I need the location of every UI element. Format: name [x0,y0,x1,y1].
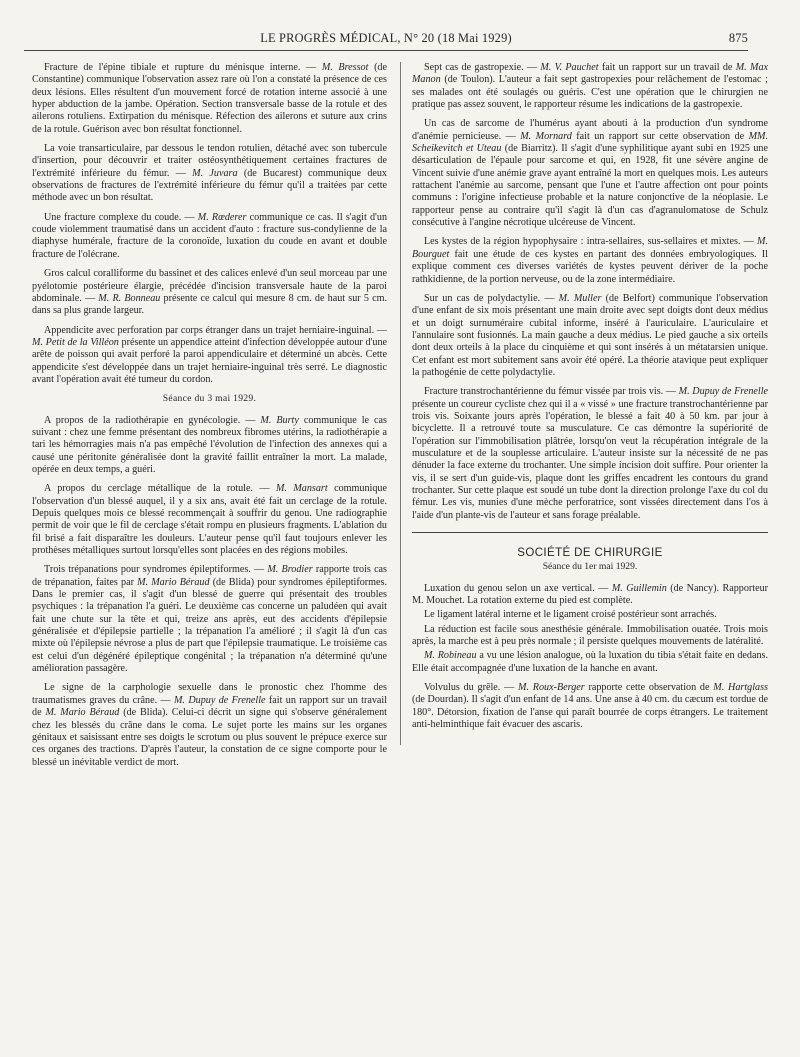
article-paragraph: Trois trépanations pour syndromes épileptiformes. — M. Brodier rapporte trois cas de trépanation, faites par M. Mario Béraud (de Blida) pour syndromes épileptiformes. Dans le premier cas, il s'agit d'un blessé de guerre qui présentait des troubles psychiques : la trépanation l'a guéri. Le deuxième cas concerne un paludéen qui avait fait une chute sur la tête et qui, treize ans après, eut des accidents d'épilepsie généralisée et d'épilepsie partielle ; la trépanation l'a amélioré ; il s'agit là d'un cas mixte où l'épilepsie névrose a plus de part que l'épilepsie traumatique. Le troisième cas est celui d'un dégénéré épileptique congénital ; la trépanation n'a déterminé qu'une amélioration passagère. [32,564,387,675]
article-paragraph: Luxation du genou selon un axe vertical. — M. Guillemin (de Nancy). Rapporteur M. Mouchet. La rotation externe du pied est complète. [412,582,768,607]
article-paragraph: Gros calcul coralliforme du bassinet et des calices enlevé d'un seul morceau par une pyélotomie postérieure élargie, précédée d'incision transversale haute de la paroi abdominale. — M. R. Bonneau présente ce calcul qui mesure 8 cm. de haut sur 5 cm. dans sa plus grande largeur. [32,268,387,317]
session-heading: Séance du 1er mai 1929. [542,561,638,573]
article-paragraph: M. Robineau a vu une lésion analogue, où la luxation du tibia s'était faite en dedans. Elle était accompagnée d'une luxation de la hanche en avant. [412,650,768,674]
article-paragraph: Les kystes de la région hypophysaire : intra-sellaires, sus-sellaires et mixtes. — M. Bourguet fait une étude de ces kystes en partant des données embryologiques. Il explique comment ces diverses variétés de kystes peuvent dériver de la poche rathkidienne, de la portion nerveuse, ou de la zone intermédiaire. [412,236,768,285]
article-paragraph: A propos du cerclage métallique de la rotule. — M. Mansart communique l'observation d'un blessé auquel, il y a six ans, avait été fait un cerclage de la rotule. Depuis quelques mois ce blessé recommençait à souffrir du genou. Une radiographie permit de voir que le fil de cerclage s'était rompu en plusieurs fragments. L'ablation du fil brisé a fait disparaître les douleurs. L'auteur pense qu'il faut toujours enlever les prothèses métalliques surtout lorsqu'elles sont placées en des régions mobiles. [32,483,387,557]
society-title: SOCIÉTÉ DE CHIRURGIE [517,547,663,560]
page-number: 875 [728,31,748,45]
article-paragraph: La réduction est facile sous anesthésie générale. Immobilisation ouatée. Trois mois après, la marche est à peu près normale ; il persiste quelques mouvements de latéralité. [412,623,768,648]
article-paragraph: A propos de la radiothérapie en gynécologie. — M. Burty communique le cas suivant : chez une femme présentant des nombreux fibromes utérins, la radiothérapie a tari les hémorragies mais n'a pas empêché l'évolution de l'infection des annexes qui a causé une péritonite généralisée dont la gravité faillit entraîner la mort. La malade, opérée en deux temps, a guéri. [32,414,387,475]
article-paragraph: Le ligament latéral interne et le ligament croisé postérieur sont arrachés. [424,609,717,621]
section-divider [412,532,768,533]
article-paragraph: Sept cas de gastropexie. — M. V. Pauchet fait un rapport sur un travail de M. Max Manon (de Toulon). L'auteur a fait sept gastropexies pour relâchement de l'estomac ; ses malades ont été soulagés ou guéris. C'est une opération que le chirurgien ne pratique pas assez souvent, le rapporteur résume les indications de la gastropexie. [412,62,768,111]
article-paragraph: Fracture transtrochantérienne du fémur vissée par trois vis. — M. Dupuy de Frenelle présente un coureur cycliste chez qui il a « vissé » une fracture transtrochantérienne par trois vis. Soixante jours après l'opération, le blessé a fait 40 à 50 km. par jour à bicyclette. Il a retrouvé toute sa musculature. Ce cas démontre la supériorité de l'opération sur l'immobilisation plâtrée, lorsqu'on veut la récupération intégrale de la musculature et de la souplesse articulaire. L'auteur insiste sur la nécessité de ne pas dénuder la face externe du trochanter. Une simple incision doit suffire. Pour orienter la vis, il se sert d'un guide-vis, plaque dont les griffes encadrent les contours du grand trochanter. Sur cette plaque est soudé un tube dont la direction prolonge l'axe du col du fémur. Les vis, munies d'une mèche perforatrice, sont vissées directement dans l'os à l'aide d'un plante-vis de l'auteur et sans forage préalable. [412,386,768,521]
article-paragraph: Sur un cas de polydactylie. — M. Muller (de Belfort) communique l'observation d'une enfant de six mois présentant une main droite avec sept doigts dont deux médius et un doigt surnuméraire cubital informe, inséré à l'auriculaire. L'auriculaire et l'annulaire sont fusionnés. La main gauche a deux médius. Le pied gauche a six orteils dont deux orteils à la place du cinquième et qui sont insérés à un métatarsien unique. Cet enfant est mort subitement sans avoir été opéré. La théorie atavique peut expliquer la pathogénie de cette polydactylie. [412,292,768,378]
article-paragraph: Un cas de sarcome de l'humérus ayant abouti à la production d'un syndrome d'anémie pernicieuse. — M. Mornard fait un rapport sur cette observation de MM. Scheikevitch et Uteau (de Biarritz). Il s'agit d'une syphilitique ayant subi en 1925 une désarticulation de l'épaule pour sarcome et qui, en 1928, fit une sévère angine de Vincent suivie d'une anémie grave ayant entraîné la mort en quelques mois. Les auteurs rattachent l'anémie au sarcome, pensant que l'une et l'autre affection ont pour points communs : l'origine infectieuse probable et la nature conjonctive de la néoplasie. Le rapporteur pense au contraire qu'il s'agit là d'un cas d'agranulomatose de Schulz consécutive à l'angine nécrotique ulcéreuse de Vincent. [412,118,768,229]
article-paragraph: Appendicite avec perforation par corps étranger dans un trajet herniaire-inguinal. — M. Petit de la Villéon présente un appendice atteint d'infection développée autour d'une arête de poisson qui avait perforé la paroi appendiculaire et déterminé un abcès. Cette appendicite s'est développée dans un trajet herniaire-inguinal très serré. Le diagnostic avant l'opération avait été tumeur du cordon. [32,324,387,385]
session-heading: Séance du 3 mai 1929. [162,393,257,405]
column-rule [400,62,401,745]
article-paragraph: Fracture de l'épine tibiale et rupture du ménisque interne. — M. Bressot (de Constantine) communique l'observation assez rare où l'on a constaté la présence de ces deux lésions. Elles résultent d'un mouvement forcé de rotation interne associé à une hyper abduction de la jambe. Opération. Section transversale basse de la rotule et des ailerons rotuliens. Extirpation du ménisque. Réfection des ailerons et suture aux crins de la rotule. Guérison avec bon résultat fonctionnel. [32,62,387,135]
right-column [412,62,768,1039]
article-paragraph: Le signe de la carphologie sexuelle dans le pronostic chez l'homme des traumatismes graves du crâne. — M. Dupuy de Frenelle fait un rapport sur un travail de M. Mario Béraud (de Blida). Celui-ci décrit un signe qui s'observe généralement chez les blessés du crâne dans le coma. Le sujet porte les mains sur les organes génitaux et saisissant entre ses doigts le scrotum ou plus souvent le prépuce exerce sur ces organes des tractions. D'après l'auteur, la constation de ce signe comporte pour le blessé un inévitable verdict de mort. [32,682,387,768]
journal-title: LE PROGRÈS MÉDICAL, N° 20 (18 Mai 1929) [260,31,512,45]
article-paragraph: Une fracture complexe du coude. — M. Rœderer communique ce cas. Il s'agit d'un coude violemment traumatisé dans un accident d'auto : fracture sus-condylienne de la diaphyse humérale, fracture de la coronoïde, luxation du coude en avant et double fracture de l'olécrane. [32,211,387,260]
left-column [32,62,387,1039]
running-header [24,28,748,51]
article-paragraph: Volvulus du grêle. — M. Roux-Berger rapporte cette observation de M. Hartglass (de Dourdan). Il s'agit d'un enfant de 14 ans. Une anse à 40 cm. du cæcum est tordue de 180°. Détorsion, fixation de l'anse qui paraît bourrée de corps étrangers. Le traitement anti-helminthique fait évacuer des ascaris. [412,682,768,731]
article-paragraph: La voie transarticulaire, par dessous le tendon rotulien, détaché avec son tubercule d'insertion, pour découvrir et traiter ostéosynthétiquement certaines fractures de l'extrémité inférieure du fémur. — M. Juvara (de Bucarest) communique deux observations de fractures de l'extrémité inférieure du fémur qu'il a traitées par cette méthode avec un bon résultat. [32,143,387,204]
